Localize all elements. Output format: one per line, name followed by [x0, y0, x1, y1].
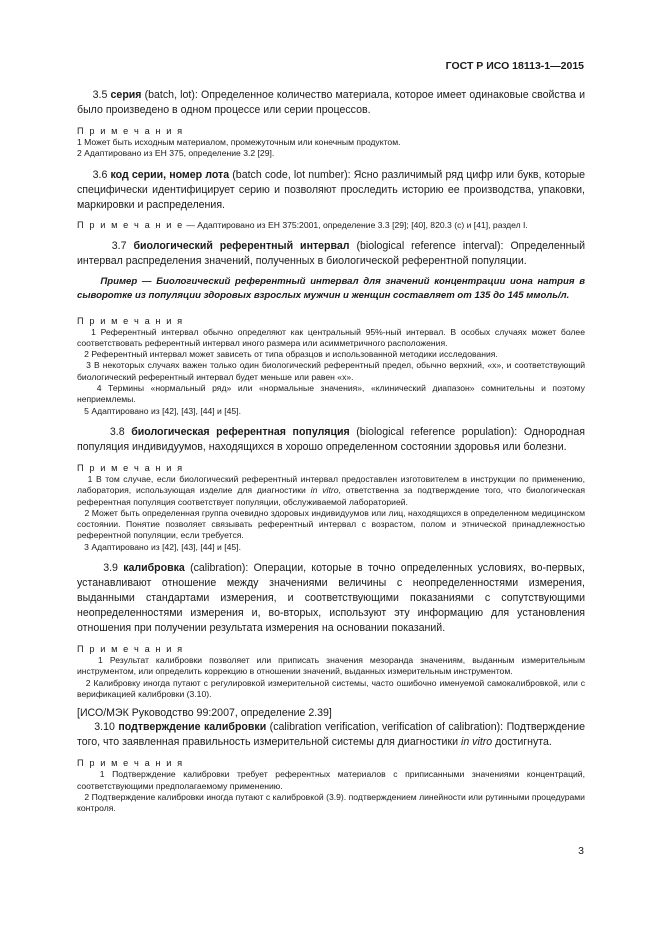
note-italic: in vitro	[310, 485, 339, 496]
term-3-6	[77, 168, 585, 213]
term-number: 3.10	[94, 721, 115, 734]
note-item	[77, 792, 585, 815]
term-3-9	[77, 561, 585, 636]
notes-heading: П р и м е ч а н и я	[77, 644, 184, 655]
note-item	[77, 542, 585, 553]
term-3-10	[77, 720, 585, 750]
term-name: серия	[110, 89, 142, 101]
note-text: 5 Адаптировано из [42], [43], [44] и [45].	[84, 405, 241, 416]
term-3-8	[77, 425, 585, 455]
note-text: 3 В некоторых случаях важен только один биологический референтный предел, обычно верхний, «x», и соответствующий биологический референтный интервал будет меньше или равен «x».	[77, 360, 585, 382]
note-text: 1 В том случае, если биологический референтный интервал предоставлен изготовителем в инструкции по применению, лаборатория, использующая изделие для диагностики	[77, 473, 586, 496]
term-name: код серии, номер лота	[110, 168, 230, 181]
note-item	[77, 474, 585, 508]
term-definition-end: достигнута.	[495, 736, 552, 749]
term-definition: Определенный интервал распределения значений, полученных в биологической референтной популяции.	[77, 239, 585, 267]
term-definition: Определенное количество материала, которое имеет одинаковые свойства и было произведено в одном процессе или серии процессов.	[77, 89, 585, 116]
single-note	[77, 219, 585, 231]
note-text: 2 Калибровку иногда путают с регулировкой измерительной системы, часто ошибочно именуемой самокалибровкой, или с верификацией калибровки (3.10).	[77, 677, 585, 699]
term-definition: Ясно различимый ряд цифр или букв, которые специфически идентифицирует серию и позволяют проследить историю ее производства, упаковки, маркировки и распределения.	[77, 168, 586, 211]
note-text: 1 Подтверждение калибровки требует референтных материалов с приписанными значениями концентраций, соответствующими предполагаемому применению.	[77, 769, 585, 791]
term-definition: Операции, которые в точно определенных условиях, во-первых, устанавливают отношение между значениями величины с неопределенностями измерения, выданными стандартами измерения, и соответствующими показаниями с сопутствующими неопределенностями измерения и, во-вторых, используют эту информацию для установления отношения при получении результата измерения на основании показаний.	[77, 562, 585, 635]
note-item	[77, 327, 585, 350]
term-definition-italic: in vitro	[460, 736, 493, 749]
note-item	[77, 508, 585, 542]
term-3-5	[77, 88, 585, 118]
note-item	[77, 383, 585, 406]
page-content	[77, 88, 585, 814]
note-item: 2 Адаптировано из ЕН 375, определение 3.2 [29].	[77, 148, 275, 159]
term-name: калибровка	[123, 562, 185, 575]
note-text: 3 Адаптировано из [42], [43], [44] и [45].	[84, 541, 241, 552]
term-number: 3.8	[109, 425, 125, 438]
term-english: (calibration verification, verification of calibration):	[269, 721, 504, 734]
note-item	[77, 360, 585, 383]
note-item	[77, 655, 585, 678]
term-number: 3.6	[92, 168, 108, 181]
term-english: (biological reference population):	[356, 425, 518, 438]
note-item	[77, 349, 585, 360]
notes-heading: П р и м е ч а н и я	[77, 126, 184, 136]
note-item	[77, 406, 585, 417]
note-text: 1 Результат калибровки позволяет или приписать значения мезоранда значениям, выданным измерительным инструментом, или определить коррекцию в отношении значений, выданных измерительным инструментом.	[77, 655, 585, 677]
reference-line: [ИСО/МЭК Руководство 99:2007, определение 2.39]	[77, 707, 332, 720]
note-label: П р и м е ч а н и е	[77, 219, 184, 230]
note-item	[77, 678, 585, 701]
note-text: 2 Подтверждение калибровки иногда путают с калибровкой (3.9). подтверждением линейности или рутинными процедурами контроля.	[77, 791, 585, 814]
term-english: (batch code, lot number):	[232, 168, 351, 181]
term-english: (biological reference interval):	[356, 239, 504, 252]
example-body: Пример — Биологический референтный интервал для значений концентрации иона натрия в сыворотке из популяции здоровых взрослых мужчин и женщин составляет от 135 до 145 ммоль/л.	[77, 275, 585, 301]
notes-heading: П р и м е ч а н и я	[77, 315, 184, 326]
term-english: (batch, lot):	[144, 89, 198, 101]
note-text: 4 Термины «нормальный ряд» или «нормальные значения», «клинический диапазон» сомнительны и поэтому неприемлемы.	[77, 383, 585, 405]
term-name: подтверждение калибровки	[118, 721, 267, 734]
note-item	[77, 769, 585, 792]
term-name: биологический референтный интервал	[133, 239, 350, 252]
term-english: (calibration):	[190, 562, 249, 575]
note-text: , ответственна за подтверждение того, что биологическая референтная популяция соответствует популяции, обслуживаемой лабораторией.	[77, 485, 586, 507]
example-text	[77, 275, 585, 303]
notes-heading: П р и м е ч а н и я	[77, 462, 184, 473]
term-3-7	[77, 239, 585, 269]
document-id-header: ГОСТ Р ИСО 18113-1—2015	[445, 60, 584, 72]
term-number: 3.7	[111, 239, 127, 252]
note-text: 2 Референтный интервал может зависеть от типа образцов и использованной методики исследования.	[84, 349, 498, 360]
note-text: 2 Может быть определенная группа очевидно здоровых индивидуумов или лиц, находящихся в определенном медицинском состоянии. Понятие позволяет связывать референтный интервал с возрастом, полом и этнической принадлежностью референтной популяции, если требуется.	[77, 507, 585, 541]
term-number: 3.9	[103, 562, 118, 575]
term-name: биологическая референтная популяция	[131, 425, 350, 438]
note-text: — Адаптировано из ЕН 375:2001, определение 3.3 [29]; [40], 820.3 (с) и [41], раздел I.	[186, 219, 528, 230]
notes-heading: П р и м е ч а н и я	[77, 758, 184, 769]
note-text: 1 Референтный интервал обычно определяют как центральный 95%-ный интервал. В особых случаях может более соответствовать референтный интервал иного размера или асимметричного расположения.	[77, 326, 585, 348]
term-definition: Подтверждение того, что заявленная правильность измерительной системы для диагностики	[77, 721, 585, 749]
term-definition: Однородная популяция индивидуумов, находящихся в хорошо определенном состоянии здоровья или болезни.	[77, 425, 585, 453]
note-item: 1 Может быть исходным материалом, промежуточным или конечным продуктом.	[77, 137, 401, 147]
page-number: 3	[578, 845, 584, 857]
term-number: 3.5	[92, 89, 108, 101]
